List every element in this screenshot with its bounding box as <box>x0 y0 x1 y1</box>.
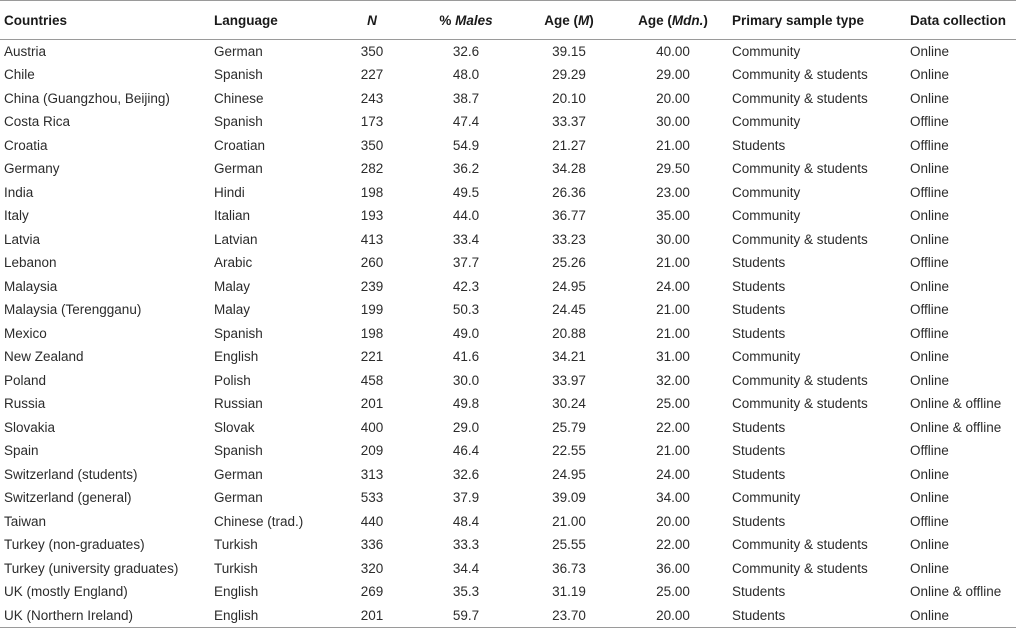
table-row <box>0 463 1016 487</box>
cell-n: 269 <box>360 584 384 600</box>
header-sample-type: Primary sample type <box>728 1 910 40</box>
cell-language: Turkish <box>214 537 258 553</box>
cell-n: 413 <box>360 231 384 247</box>
header-language: Language <box>214 1 332 40</box>
cell-sample-type: Students <box>732 466 786 482</box>
header-age-mean-suffix: ) <box>589 12 594 28</box>
cell-males-percent: 47.4 <box>452 114 480 130</box>
cell-n: 209 <box>360 443 384 459</box>
cell-males-percent: 54.9 <box>452 137 480 153</box>
cell-sample-type: Community <box>732 349 801 365</box>
cell-sample-type: Community & students <box>732 161 868 177</box>
cell-n: 198 <box>360 184 384 200</box>
cell-language: Malay <box>214 302 251 318</box>
cell-country: New Zealand <box>4 349 84 365</box>
cell-country: Croatia <box>4 137 48 153</box>
cell-country: Latvia <box>4 231 41 247</box>
cell-language: Croatian <box>214 137 266 153</box>
cell-n: 193 <box>360 208 384 224</box>
cell-males-percent: 32.6 <box>452 466 480 482</box>
cell-sample-type: Students <box>732 443 786 459</box>
table-row <box>0 439 1016 463</box>
cell-language: English <box>214 584 259 600</box>
cell-males-percent: 29.0 <box>452 419 480 435</box>
cell-country: Germany <box>4 161 60 177</box>
cell-country: Italy <box>4 208 29 224</box>
cell-country: UK (mostly England) <box>4 584 128 600</box>
cell-age-mean: 24.95 <box>552 278 586 294</box>
cell-data-collection: Online <box>910 490 950 506</box>
header-data-collection: Data collection <box>910 1 1016 40</box>
cell-language: Italian <box>214 208 251 224</box>
cell-language: Turkish <box>214 560 258 576</box>
cell-age-mean: 30.24 <box>552 396 586 412</box>
cell-data-collection: Online <box>910 208 950 224</box>
cell-data-collection: Online <box>910 67 950 83</box>
table-row <box>0 181 1016 205</box>
cell-males-percent: 33.3 <box>452 537 480 553</box>
cell-language: Chinese <box>214 90 264 106</box>
cell-age-mean: 26.36 <box>552 184 586 200</box>
cell-age-mean: 34.28 <box>552 161 586 177</box>
table-row <box>0 134 1016 158</box>
cell-age-mean: 36.77 <box>552 208 586 224</box>
cell-language: Polish <box>214 372 251 388</box>
table-row <box>0 369 1016 393</box>
cell-n: 313 <box>360 466 384 482</box>
cell-males-percent: 50.3 <box>452 302 480 318</box>
cell-language: German <box>214 466 263 482</box>
cell-n: 227 <box>360 67 384 83</box>
table-row <box>0 322 1016 346</box>
cell-age-median: 23.00 <box>656 184 690 200</box>
cell-country: Turkey (university graduates) <box>4 560 179 576</box>
header-males-prefix: % <box>439 12 456 28</box>
cell-age-median: 21.00 <box>656 443 690 459</box>
cell-males-percent: 44.0 <box>452 208 480 224</box>
cell-language: German <box>214 490 263 506</box>
cell-sample-type: Community <box>732 208 801 224</box>
cell-data-collection: Offline <box>910 137 949 153</box>
cell-sample-type: Students <box>732 325 786 341</box>
cell-sample-type: Community & students <box>732 560 868 576</box>
cell-data-collection: Online & offline <box>910 419 1002 435</box>
cell-age-median: 22.00 <box>656 537 690 553</box>
cell-age-median: 30.00 <box>656 231 690 247</box>
cell-sample-type: Students <box>732 584 786 600</box>
cell-data-collection: Online <box>910 537 950 553</box>
cell-n: 201 <box>360 396 384 412</box>
cell-n: 440 <box>360 513 384 529</box>
header-age-mean-prefix: Age ( <box>544 12 578 28</box>
cell-sample-type: Students <box>728 604 910 628</box>
cell-country: Spain <box>4 443 39 459</box>
cell-age-median: 34.00 <box>656 490 690 506</box>
cell-language: Spanish <box>214 67 263 83</box>
cell-sample-type: Community <box>732 44 801 59</box>
table-row <box>0 204 1016 228</box>
cell-language: Chinese (trad.) <box>214 513 304 529</box>
cell-data-collection: Offline <box>910 325 949 341</box>
cell-males-percent: 49.5 <box>452 184 480 200</box>
header-males-italic: Males <box>455 12 493 28</box>
cell-age-mean: 24.95 <box>552 466 586 482</box>
cell-n: 533 <box>360 490 384 506</box>
header-age-mean-italic: M <box>578 12 590 28</box>
cell-data-collection: Offline <box>910 302 949 318</box>
cell-country: Malaysia (Terengganu) <box>4 302 142 318</box>
cell-sample-type: Community & students <box>732 67 868 83</box>
table-row <box>0 392 1016 416</box>
cell-age-mean: 33.23 <box>552 231 586 247</box>
cell-country: Costa Rica <box>4 114 71 130</box>
cell-n: 198 <box>360 325 384 341</box>
cell-language: German <box>214 161 263 177</box>
cell-males-percent: 38.7 <box>452 90 480 106</box>
cell-age-median: 22.00 <box>656 419 690 435</box>
cell-males-percent: 59.7 <box>412 604 520 628</box>
header-age-median-suffix: ) <box>703 12 708 28</box>
cell-sample-type: Community <box>732 184 801 200</box>
cell-age-median: 21.00 <box>656 255 690 271</box>
cell-data-collection: Offline <box>910 114 949 130</box>
cell-n: 221 <box>360 349 384 365</box>
header-age-median <box>618 1 728 40</box>
cell-sample-type: Students <box>732 513 786 529</box>
cell-n: 199 <box>360 302 384 318</box>
table-row <box>0 228 1016 252</box>
cell-age-median: 25.00 <box>656 584 690 600</box>
cell-age-mean: 20.88 <box>552 325 586 341</box>
cell-age-mean: 31.19 <box>552 584 586 600</box>
cell-sample-type: Community <box>732 490 801 506</box>
cell-age-median: 20.00 <box>656 90 690 106</box>
cell-country: Taiwan <box>4 513 47 529</box>
cell-country: Slovakia <box>4 419 56 435</box>
cell-age-median: 32.00 <box>656 372 690 388</box>
cell-n: 243 <box>360 90 384 106</box>
cell-age-median: 36.00 <box>656 560 690 576</box>
cell-age-mean: 21.27 <box>552 137 586 153</box>
table-row <box>0 510 1016 534</box>
cell-males-percent: 37.7 <box>452 255 480 271</box>
cell-data-collection: Online <box>910 604 1016 628</box>
table-row <box>0 40 1016 64</box>
table-body <box>0 40 1016 628</box>
cell-sample-type: Community & students <box>732 537 868 553</box>
cell-country: UK (Northern Ireland) <box>0 604 214 628</box>
cell-language: Spanish <box>214 443 263 459</box>
table-row <box>0 251 1016 275</box>
cell-males-percent: 32.6 <box>452 44 480 59</box>
cell-data-collection: Online & offline <box>910 396 1002 412</box>
cell-data-collection: Online <box>910 231 950 247</box>
header-age-mean <box>520 1 618 40</box>
cell-age-mean: 21.00 <box>552 513 586 529</box>
cell-language: Slovak <box>214 419 255 435</box>
header-age-median-italic: Mdn. <box>671 12 704 28</box>
cell-data-collection: Online <box>910 161 950 177</box>
table-row <box>0 604 1016 628</box>
header-n-label: N <box>367 12 377 28</box>
cell-country: Mexico <box>4 325 47 341</box>
cell-data-collection: Online <box>910 90 950 106</box>
cell-language: Russian <box>214 396 263 412</box>
cell-sample-type: Students <box>732 137 786 153</box>
table-row <box>0 557 1016 581</box>
cell-n: 400 <box>360 419 384 435</box>
cell-data-collection: Online <box>910 349 950 365</box>
cell-age-mean: 34.21 <box>552 349 586 365</box>
cell-males-percent: 42.3 <box>452 278 480 294</box>
cell-data-collection: Offline <box>910 443 949 459</box>
cell-data-collection: Offline <box>910 513 949 529</box>
cell-language: Malay <box>214 278 251 294</box>
cell-language: German <box>214 44 263 59</box>
cell-data-collection: Online <box>910 44 950 59</box>
cell-country: India <box>4 184 34 200</box>
table-row <box>0 63 1016 87</box>
cell-age-mean: 23.70 <box>520 604 618 628</box>
cell-age-mean: 39.15 <box>552 44 586 59</box>
cell-n: 336 <box>360 537 384 553</box>
cell-males-percent: 41.6 <box>452 349 480 365</box>
cell-n: 350 <box>360 44 384 59</box>
cell-sample-type: Students <box>732 419 786 435</box>
cell-age-mean: 33.37 <box>552 114 586 130</box>
cell-country: Lebanon <box>4 255 57 271</box>
cell-age-mean: 29.29 <box>552 67 586 83</box>
table-row <box>0 533 1016 557</box>
cell-age-mean: 25.55 <box>552 537 586 553</box>
cell-age-median: 21.00 <box>656 137 690 153</box>
cell-males-percent: 49.0 <box>452 325 480 341</box>
cell-language: Hindi <box>214 184 245 200</box>
header-males <box>412 1 520 40</box>
cell-data-collection: Online <box>910 560 950 576</box>
cell-age-median: 29.50 <box>656 161 690 177</box>
header-age-median-prefix: Age ( <box>638 12 672 28</box>
cell-data-collection: Offline <box>910 255 949 271</box>
header-row <box>0 1 1016 40</box>
cell-age-mean: 25.26 <box>552 255 586 271</box>
cell-age-median: 20.00 <box>656 513 690 529</box>
cell-age-mean: 33.97 <box>552 372 586 388</box>
cell-country: Malaysia <box>4 278 58 294</box>
cell-age-median: 24.00 <box>656 278 690 294</box>
cell-country: Switzerland (students) <box>4 466 138 482</box>
cell-n: 458 <box>360 372 384 388</box>
cell-age-median: 30.00 <box>656 114 690 130</box>
cell-data-collection: Online <box>910 372 950 388</box>
table-row <box>0 416 1016 440</box>
cell-country: Switzerland (general) <box>4 490 132 506</box>
cell-n: 320 <box>360 560 384 576</box>
cell-age-mean: 36.73 <box>552 560 586 576</box>
cell-age-mean: 22.55 <box>552 443 586 459</box>
cell-sample-type: Community <box>732 114 801 130</box>
cell-males-percent: 33.4 <box>452 231 480 247</box>
cell-country: Russia <box>4 396 46 412</box>
cell-country: Poland <box>4 372 47 388</box>
cell-age-median: 21.00 <box>656 302 690 318</box>
cell-country: Austria <box>4 44 47 59</box>
cell-country: Turkey (non-graduates) <box>4 537 145 553</box>
table-row <box>0 87 1016 111</box>
cell-sample-type: Community & students <box>732 372 868 388</box>
cell-age-mean: 25.79 <box>552 419 586 435</box>
cell-language: English <box>214 349 259 365</box>
cell-n: 282 <box>360 161 384 177</box>
cell-country: Chile <box>4 67 35 83</box>
cell-n: 239 <box>360 278 384 294</box>
cell-language: English <box>214 604 332 628</box>
table-row <box>0 157 1016 181</box>
table-row <box>0 486 1016 510</box>
cell-age-median: 21.00 <box>656 325 690 341</box>
table-row <box>0 345 1016 369</box>
cell-age-mean: 20.10 <box>552 90 586 106</box>
header-countries: Countries <box>0 1 214 40</box>
cell-data-collection: Offline <box>910 184 949 200</box>
table-row <box>0 110 1016 134</box>
cell-males-percent: 46.4 <box>452 443 480 459</box>
cell-language: Latvian <box>214 231 258 247</box>
cell-males-percent: 30.0 <box>452 372 480 388</box>
cell-males-percent: 35.3 <box>452 584 480 600</box>
cell-n: 260 <box>360 255 384 271</box>
cell-males-percent: 48.4 <box>452 513 480 529</box>
cell-age-median: 29.00 <box>656 67 690 83</box>
cell-sample-type: Community & students <box>732 90 868 106</box>
cell-age-median: 31.00 <box>656 349 690 365</box>
cell-n: 201 <box>332 604 412 628</box>
cell-n: 350 <box>360 137 384 153</box>
cell-language: Spanish <box>214 114 263 130</box>
cell-age-mean: 39.09 <box>552 490 586 506</box>
header-n <box>332 1 412 40</box>
cell-data-collection: Online <box>910 278 950 294</box>
cell-sample-type: Students <box>732 278 786 294</box>
cell-age-median: 40.00 <box>656 44 690 59</box>
cell-language: Spanish <box>214 325 263 341</box>
table-row <box>0 298 1016 322</box>
table-row <box>0 275 1016 299</box>
table-header <box>0 1 1016 40</box>
cell-males-percent: 49.8 <box>452 396 480 412</box>
table-row <box>0 580 1016 604</box>
cell-sample-type: Community & students <box>732 396 868 412</box>
cell-males-percent: 36.2 <box>452 161 480 177</box>
cell-sample-type: Community & students <box>732 231 868 247</box>
cell-country: China (Guangzhou, Beijing) <box>4 90 170 106</box>
cell-sample-type: Students <box>732 255 786 271</box>
cell-language: Arabic <box>214 255 253 271</box>
cell-data-collection: Online & offline <box>910 584 1002 600</box>
cell-males-percent: 34.4 <box>452 560 480 576</box>
cell-age-mean: 24.45 <box>552 302 586 318</box>
cell-males-percent: 37.9 <box>452 490 480 506</box>
cell-age-median: 20.00 <box>618 604 728 628</box>
cell-data-collection: Online <box>910 466 950 482</box>
cell-sample-type: Students <box>732 302 786 318</box>
cell-males-percent: 48.0 <box>452 67 480 83</box>
cell-age-median: 35.00 <box>656 208 690 224</box>
cell-age-median: 25.00 <box>656 396 690 412</box>
cell-n: 173 <box>360 114 384 130</box>
cell-age-median: 24.00 <box>656 466 690 482</box>
